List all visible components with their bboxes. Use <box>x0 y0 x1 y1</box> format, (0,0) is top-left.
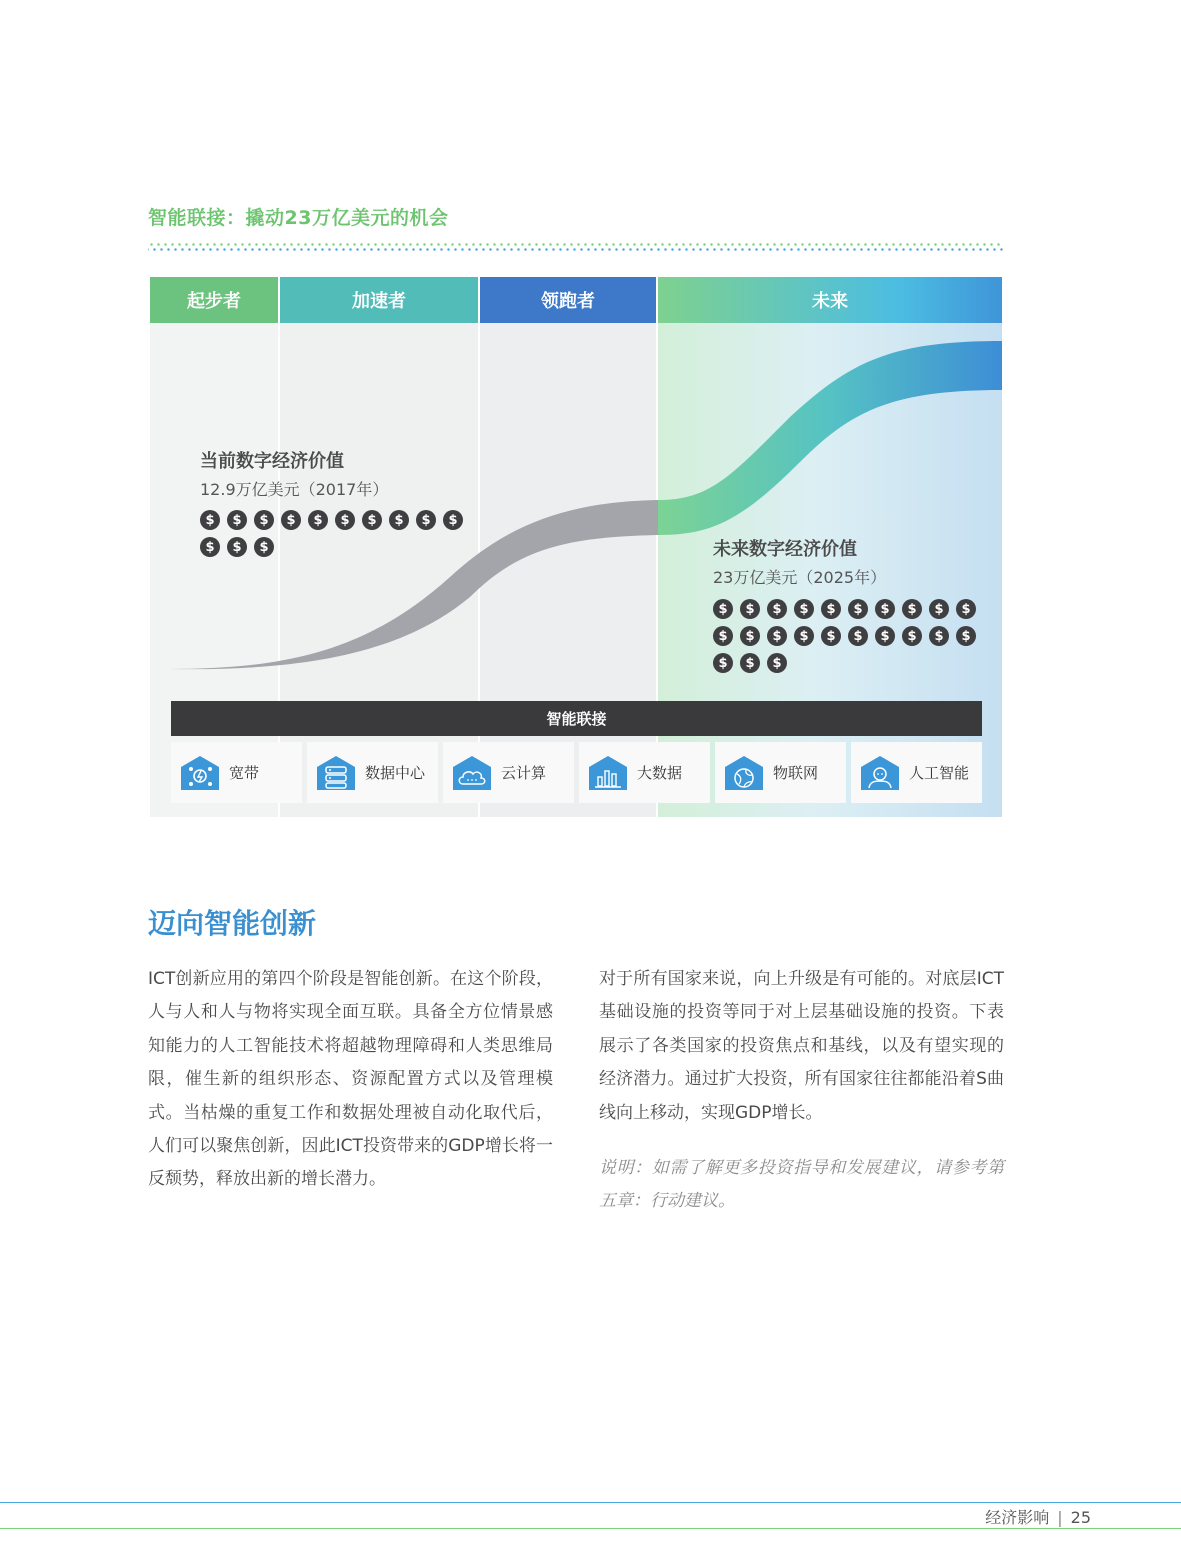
dollar-coin-icon: $ <box>254 510 274 530</box>
dollar-coin-icon: $ <box>794 599 814 619</box>
tile-data-center <box>307 742 438 803</box>
dollar-coin-icon: $ <box>767 626 787 646</box>
current-coins <box>200 510 463 557</box>
tile-ai <box>851 742 982 803</box>
tile-iot <box>715 742 846 803</box>
dollar-coin-icon: $ <box>200 537 220 557</box>
dollar-coin-icon: $ <box>740 653 760 673</box>
dollar-coin-icon: $ <box>254 537 274 557</box>
current-value-amount: 12.9万亿美元（2017年） <box>200 480 389 499</box>
technology-tiles <box>171 742 982 803</box>
data-center-icon <box>316 755 356 791</box>
page-footer <box>985 1505 1091 1528</box>
footer-rule-top <box>0 1502 1181 1503</box>
dollar-coin-icon: $ <box>929 599 949 619</box>
dollar-coin-icon: $ <box>929 626 949 646</box>
dollar-coin-icon: $ <box>902 599 922 619</box>
tile-label: 数据中心 <box>365 764 426 782</box>
tile-cloud <box>443 742 574 803</box>
dollar-coin-icon: $ <box>821 599 841 619</box>
cloud-icon <box>452 755 492 791</box>
section-title: 迈向智能创新 <box>148 907 317 940</box>
current-value-heading: 当前数字经济价值 <box>200 451 344 472</box>
tile-label: 物联网 <box>773 764 819 782</box>
page-number: 25 <box>1070 1508 1091 1527</box>
right-paragraph: 对于所有国家来说，向上升级是有可能的。对底层ICT基础设施的投资等同于对上层基础设施的投资。下表展示了各类国家的投资焦点和基线，以及有望实现的经济潜力。通过扩大投资，所有国家往往都能沿着S曲线向上移动，实现GDP增长。 <box>599 969 1004 1123</box>
iot-icon <box>724 755 764 791</box>
tile-label: 人工智能 <box>909 764 970 782</box>
broadband-icon <box>180 755 220 791</box>
dollar-coin-icon: $ <box>848 626 868 646</box>
smart-connectivity-bar: 智能联接 <box>171 701 982 736</box>
dollar-coin-icon: $ <box>227 510 247 530</box>
dollar-coin-icon: $ <box>794 626 814 646</box>
dollar-coin-icon: $ <box>875 599 895 619</box>
stage-header-accelerator: 加速者 <box>280 277 478 323</box>
future-value-amount: 23万亿美元（2025年） <box>713 568 887 587</box>
current-value-callout <box>200 447 388 500</box>
footer-rule-bottom <box>0 1528 1181 1529</box>
dollar-coin-icon: $ <box>713 599 733 619</box>
dollar-coin-icon: $ <box>902 626 922 646</box>
dollar-coin-icon: $ <box>443 510 463 530</box>
dollar-coin-icon: $ <box>416 510 436 530</box>
dollar-coin-icon: $ <box>713 626 733 646</box>
tile-label: 宽带 <box>229 764 260 782</box>
footer-section: 经济影响 <box>985 1508 1050 1527</box>
big-data-icon <box>588 755 628 791</box>
tile-label: 云计算 <box>501 764 547 782</box>
left-paragraph: ICT创新应用的第四个阶段是智能创新。在这个阶段，人与人和人与物将实现全面互联。具备全方位情景感知能力的人工智能技术将超越物理障碍和人类思维局限，催生新的组织形态、资源配置方式以及管理模式。当枯燥的重复工作和数据处理被自动化取代后，人们可以聚焦创新，因此ICT投资带来的GDP增长将一反颓势，释放出新的增长潜力。 <box>148 969 553 1190</box>
dollar-coin-icon: $ <box>740 626 760 646</box>
dotted-divider <box>148 242 1004 252</box>
dollar-coin-icon: $ <box>821 626 841 646</box>
dollar-coin-icon: $ <box>848 599 868 619</box>
tile-big-data <box>579 742 710 803</box>
ai-icon <box>860 755 900 791</box>
footer-separator: | <box>1057 1508 1063 1527</box>
s-curve-figure <box>150 277 1002 817</box>
dollar-coin-icon: $ <box>308 510 328 530</box>
dollar-coin-icon: $ <box>227 537 247 557</box>
figure-title: 智能联接：撬动23万亿美元的机会 <box>148 207 449 229</box>
stage-header-future: 未来 <box>658 277 1002 323</box>
dollar-coin-icon: $ <box>767 653 787 673</box>
stage-header-starter: 起步者 <box>150 277 278 323</box>
stage-header-leader: 领跑者 <box>480 277 656 323</box>
note-text: 说明：如需了解更多投资指导和发展建议，请参考第五章：行动建议。 <box>599 1158 1004 1212</box>
future-value-callout <box>713 535 886 588</box>
right-column <box>599 963 1004 1219</box>
tile-label: 大数据 <box>637 764 683 782</box>
dollar-coin-icon: $ <box>362 510 382 530</box>
dollar-coin-icon: $ <box>389 510 409 530</box>
tile-broadband <box>171 742 302 803</box>
dollar-coin-icon: $ <box>713 653 733 673</box>
dollar-coin-icon: $ <box>875 626 895 646</box>
future-coins <box>713 599 976 673</box>
dollar-coin-icon: $ <box>956 599 976 619</box>
dollar-coin-icon: $ <box>767 599 787 619</box>
dollar-coin-icon: $ <box>335 510 355 530</box>
left-column <box>148 963 553 1197</box>
curve-future <box>658 341 1002 535</box>
dollar-coin-icon: $ <box>200 510 220 530</box>
dollar-coin-icon: $ <box>740 599 760 619</box>
future-value-heading: 未来数字经济价值 <box>713 539 857 560</box>
dollar-coin-icon: $ <box>281 510 301 530</box>
dollar-coin-icon: $ <box>956 626 976 646</box>
